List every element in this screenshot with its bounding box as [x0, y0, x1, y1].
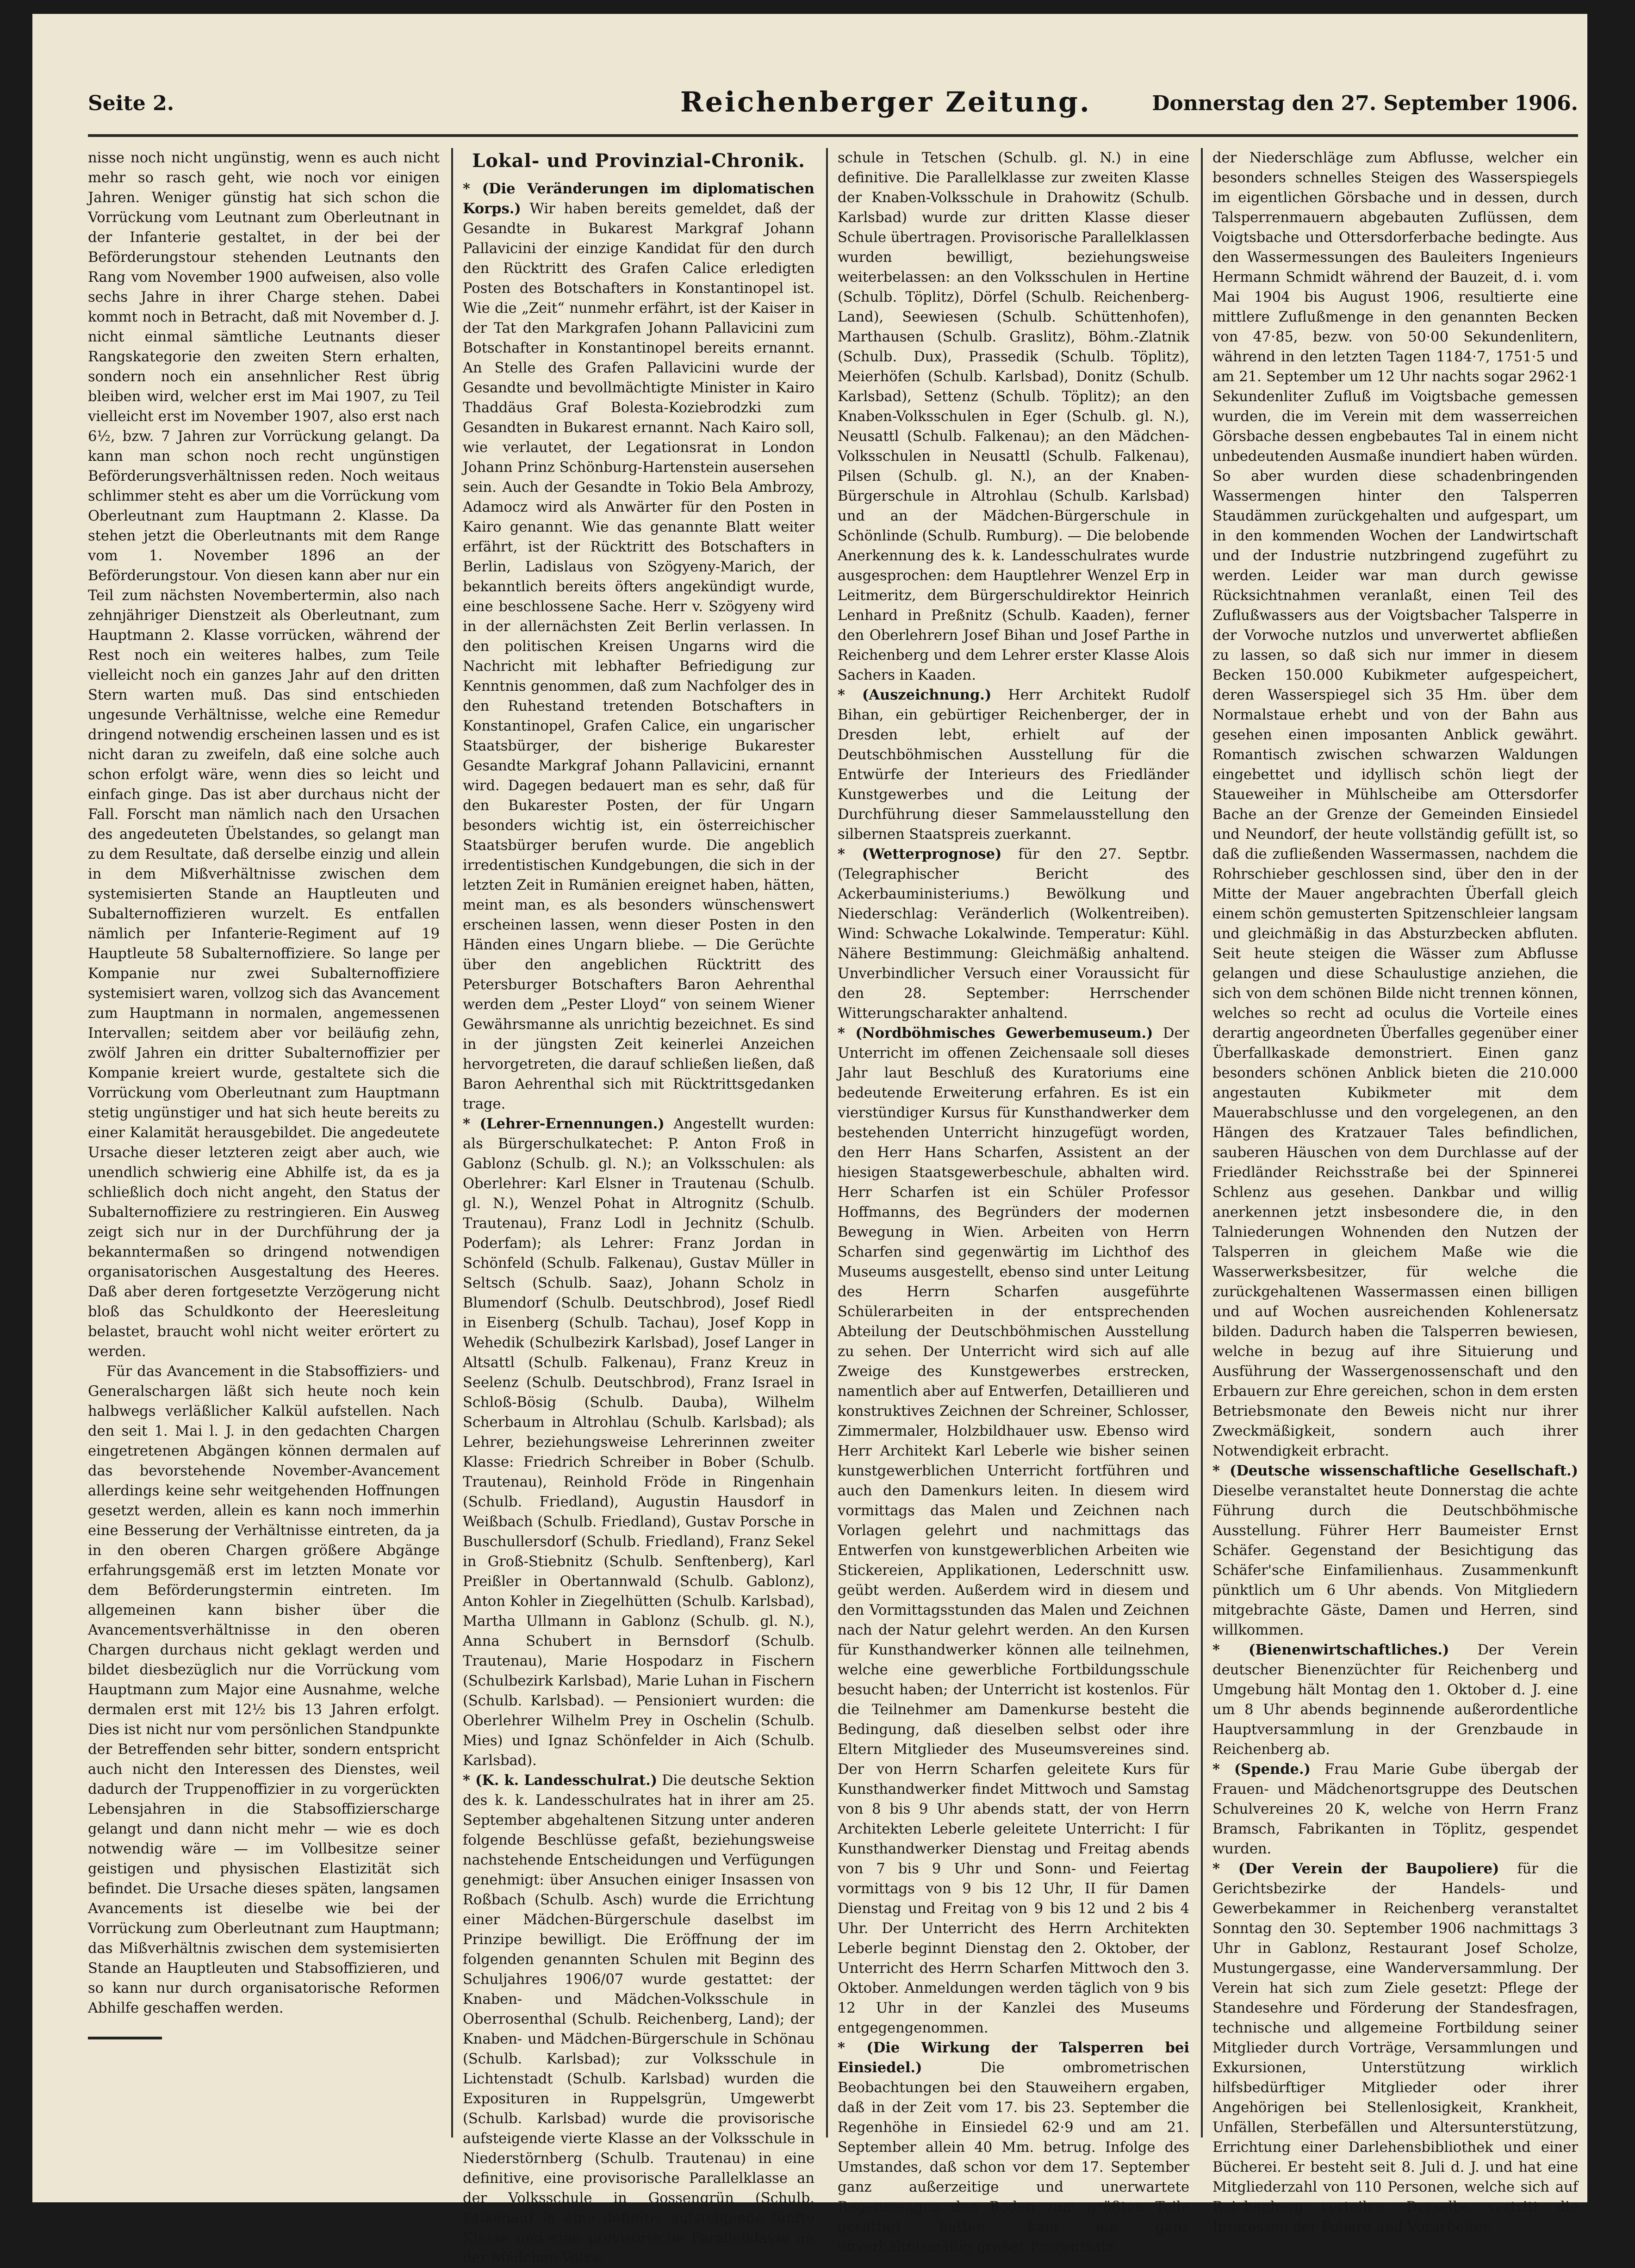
item-text: Die deutsche Sektion des k. k. Landesschulrates hat in ihrer am 25. September abgehaltenen Sitzung unter anderen folgende Beschlüsse gefaßt, beziehungsweise nachstehende Entscheidungen und Verfügungen genehmigt: über Ansuchen einiger Insassen von Roßbach (Schulb. Asch) wurde die Errichtung einer Mädchen-Bürgerschule daselbst im Prinzipe bewilligt. Die Eröffnung der im folgenden genannten Schulen mit Beginn des Schuljahres 1906/07 wurde gestattet: der Knaben- und Mädchen-Volksschule in Oberrosenthal (Schulb. Reichenberg, Land); der Knaben- und Mädchen-Bürgerschule in Schönau (Schulb. Karlsbad); zur Volksschule in Lichtenstadt (Schulb. Karlsbad) wurden die Exposituren in Ruppelsgrün, Umgewerbt (Schulb. Karlsbad) wurde die provisorische aufsteigende vierte Klasse an der Volksschule in Niederstörnberg (Schulb. Trautenau) in eine definitive, eine provisorische Parallelklasse an der Volksschule in Gossengrün (Schulb. Falkenau) in eine definitiv aufsteigende fünfte Klasse und eine provisorische Parallelklasse an der Mädchen-Volks- [463, 1772, 814, 2266]
article-text: schule in Tetschen (Schulb. gl. N.) in eine definitive. Die Parallelklasse zur zweiten Klasse der Knaben-Volksschule in Drahowitz (Schulb. Karlsbad) wurde zur dritten Klasse dieser Schule übertragen. Provisorische Parallelklassen wurden bewilligt, beziehungsweise weiterbelassen: an den Volksschulen in Hertine (Schulb. Töplitz), Dörfel (Schulb. Reichenberg-Land), Seewiesen (Schulb. Schüttenhofen), Marthausen (Schulb. Graslitz), Böhm.-Zlatnik (Schulb. Dux), Prassedik (Schulb. Töplitz), Meierhöfen (Schulb. Karlsbad), Donitz (Schulb. Karlsbad), Settenz (Schulb. Töplitz); an den Knaben-Volksschulen in Eger (Schulb. gl. N.), Neusattl (Schulb. Falkenau); an den Mädchen-Volksschulen in Neusattl (Schulb. Falkenau), Pilsen (Schulb. gl. N.), an der Knaben-Bürgerschule in Altrohlau (Schulb. Karlsbad) und an der Mädchen-Bürgerschule in Schönlinde (Schulb. Rumburg). — Die belobende Anerkennung des k. k. Landesschulrates wurde ausgesprochen: dem Hauptlehrer Wenzel Erp in Leitmeritz, dem Bürgerschuldirektor Heinrich Lenhard in Preßnitz (Schulb. Kaaden), ferner den Oberlehrern Josef Bihan und Josef Parthe in Reichenberg und dem Lehrer erster Klasse Alois Sachers in Kaaden. [838, 150, 1189, 683]
item-text: Der Unterricht im offenen Zeichensaale soll dieses Jahr laut Beschluß des Kuratoriums eine bedeutende Erweiterung erfahren. Es ist ein vierstündiger Kursus für Kunsthandwerker dem bestehenden Unterricht hinzugefügt worden, den Herr Hans Scharfen, Assistent an der hiesigen Staatsgewerbeschule, abhalten wird. Herr Scharfen ist ein Schüler Professor Hoffmanns, des Begründers der modernen Bewegung in Wien. Arbeiten von Herrn Scharfen sind gegenwärtig im Lichthof des Museums ausgestellt, ebenso sind unter Leitung des Herrn Scharfen ausgeführte Schülerarbeiten in der entsprechenden Abteilung der Deutschböhmischen Ausstellung zu sehen. Der Unterricht wird sich auf alle Zweige des Kunstgewerbes erstrecken, namentlich aber auf Entwerfen, Detaillieren und konstruktives Zeichnen der Schreiner, Schlosser, Zimmermaler, Holzbildhauer usw. Ebenso wird Herr Architekt Karl Leberle wie bisher seinen kunstgewerblichen Unterricht fortführen und auch den Damenkurs leiten. In diesem wird vormittags das Malen und Zeichnen nach Vorlagen gelehrt und nachmittags das Entwerfen von kunstgewerblichen Arbeiten wie Stickereien, Applikationen, Lederschnitt usw. geübt werden. Außerdem wird in diesem und den Vormittagsstunden das Malen und Zeichnen nach der Natur gelehrt werden. An den Kursen für Kunsthandwerker können alle teilnehmen, welche eine gewerbliche Fortbildungsschule besucht haben; der Unterricht ist kostenlos. Für die Teilnehmer am Damenkurse besteht die Bedingung, daß dieselben selbst oder ihre Eltern Mitglieder des Museumsvereines sind. Der von Herrn Scharfen geleitete Kurs für Kunsthandwerker findet Mittwoch und Samstag von 8 bis 9 Uhr abends statt, der von Herrn Architekten Leberle geleitete Unterricht: I für Kunsthandwerker Dienstag und Freitag abends von 7 bis 9 Uhr und Sonn- und Feiertag vormittags von 9 bis 12 Uhr, II für Damen Dienstag und Freitag von 9 bis 12 und 2 bis 4 Uhr. Der Unterricht des Herrn Architekten Leberle beginnt Dienstag den 2. Oktober, der Unterricht des Herrn Scharfen Mittwoch den 3. Oktober. Anmeldungen werden täglich von 9 bis 12 Uhr in der Kanzlei des Museums entgegengenommen. [838, 1025, 1189, 2036]
item-text: Die ombrometrischen Beobachtungen bei den Stauweihern ergaben, daß in der Zeit vom 17. bis 23. September die Regenhöhe in Einsiedel 62·9 und am 21. September allein 40 Mm. betrug. Infolge des Umstandes, daß schon vor dem 17. September ganz außerzeitige und unerwartete Regenmengen den Boden zum größten Teile gesättigt hatten, kam ein ganz unverhältnismäßig großer Prozentsatz [838, 2060, 1189, 2255]
item-text: Angestellt wurden: als Bürgerschulkatechet: P. Anton Froß in Gablonz (Schulb. gl. N.); an Volksschulen: als Oberlehrer: Karl Elsner in Trautenau (Schulb. gl. N.), Wenzel Pohat in Altrognitz (Schulb. Trautenau), Franz Lodl in Jechnitz (Schulb. Poderfam); als Lehrer: Franz Jordan in Schönfeld (Schulb. Falkenau), Gustav Müller in Seltsch (Schulb. Saaz), Johann Scholz in Blumendorf (Schulb. Deutschbrod), Josef Riedl in Eisenberg (Schulb. Tachau), Josef Kopp in Wehedik (Schulbezirk Karlsbad), Josef Langer in Altsattl (Schulb. Falkenau), Franz Kreuz in Seelenz (Schulb. Deutschbrod), Franz Israel in Schloß-Bösig (Schulb. Dauba), Wilhelm Scherbaum in Altrohlau (Schulb. Karlsbad); als Lehrer, beziehungsweise Lehrerinnen zweiter Klasse: Friedrich Schreiber in Bober (Schulb. Trautenau), Reinhold Fröde in Ringenhain (Schulb. Friedland), Augustin Hausdorf in Weißbach (Schulb. Friedland), Gustav Porsche in Buschullersdorf (Schulb. Friedland), Franz Sekel in Groß-Stiebnitz (Schulb. Senftenberg), Karl Preißler in Obertannwald (Schulb. Gablonz), Anton Kohler in Ziegelhütten (Schulb. Karlsbad), Martha Ullmann in Gablonz (Schulb. gl. N.), Anna Schubert in Bernsdorf (Schulb. Trautenau), Marie Hospodarz in Fischern (Schulbezirk Karlsbad), Marie Luhan in Fischern (Schulb. Karlsbad). — Pensioniert wurden: die Oberlehrer Wilhelm Prey in Oschelin (Schulb. Mies) und Ignaz Schönfelder in Aich (Schulb. Karlsbad). [463, 1116, 814, 1769]
item-text: Frau Marie Gube übergab der Frauen- und Mädchenortsgruppe des Deutschen Schulvereines 20 K, welche von Herrn Franz Bramsch, Fabrikanten in Töplitz, gespendet wurden. [1212, 1761, 1579, 1857]
page-number: Seite 2. [88, 92, 174, 115]
column-4 [1212, 148, 1579, 2235]
newspaper-page [32, 14, 1587, 2266]
item-text: für den 27. Septbr. (Telegraphischer Bericht des Ackerbauministeriums.) Bewölkung und Niederschlag: Veränderlich (Wolkentreiben). Wind: Schwache Lokalwinde. Temperatur: Kühl. Nähere Bestimmung: Gleichmäßig anhaltend. Unverbindlicher Versuch einer Voraussicht für den 28. September: Herrschender Witterungscharakter anhaltend. [838, 846, 1189, 1022]
article-text: nisse noch nicht ungünstig, wenn es auch nicht mehr so rasch geht, wie noch vor einigen Jahren. Weniger günstig hat sich schon die Vorrückung vom Leutnant zum Oberleutnant in der Infanterie gestaltet, in der bei der Beförderungstour stehenden Leutnants den Rang vom November 1900 aufweisen, also volle sechs Jahre in ihrer Charge stehen. Dabei kommt noch in Betracht, daß mit November d. J. nicht einmal sämtliche Leutnants dieser Rangskategorie den zweiten Stern erhalten, sondern noch ein ansehnlicher Rest übrig bleiben wird, welcher erst im Mai 1907, zu Teil vielleicht erst im November 1907, also erst nach 6½, bzw. 7 Jahren zur Vorrückung gelangt. Da kann man schon noch recht ungünstigen Beförderungsverhältnissen reden. Noch weitaus schlimmer steht es aber um die Vorrückung vom Oberleutnant zum Hauptmann 2. Klasse. Da stehen jetzt die Oberleutnants mit dem Range vom 1. November 1896 an der Beförderungstour. Von diesen kann aber nur ein Teil zum nächsten Novembertermin, also nach zehnjähriger Dienstzeit als Oberleutnant, zum Hauptmann 2. Klasse vorrücken, während der Rest noch ein weiteres halbes, zum Teile vielleicht noch ein ganzes Jahr auf den dritten Stern warten muß. Das sind entschieden ungesunde Verhältnisse, welche eine Remedur dringend notwendig erscheinen lassen und es ist nicht daran zu zweifeln, daß eine solche auch schon erfolgt wäre, wenn dies so leicht und einfach ginge. Das ist aber durchaus nicht der Fall. Forscht man nämlich nach den Ursachen des angedeuteten Übelstandes, so gelangt man zu dem Resultate, daß derselbe einzig und allein in dem Mißverhältnisse zwischen dem systemisierten Stande an Hauptleuten und Subalternoffizieren wurzelt. Es entfallen nämlich per Infanterie-Regiment auf 19 Hauptleute 58 Subalternoffiziere. So lange per Kompanie nur zwei Subalternoffiziere systemisiert waren, vollzog sich das Avancement zum Hauptmann in normalen, angemessenen Intervallen; seitdem aber vor beiläufig zehn, zwölf Jahren ein dritter Subalternoffizier per Kompanie kreiert wurde, gestaltete sich die Vorrückung vom Oberleutnant zum Hauptmann stetig ungünstiger und hat sich heute bereits zu einer Kalamität herausgebildet. Die angedeutete Ursache dieser letzteren zeigt aber auch, wie unendlich schwierig eine Abhilfe ist, da es ja schließlich doch nicht angeht, den Status der Subalternoffiziere zu restringieren. Ein Ausweg zeigt sich nur in der Durchführung der ja bekanntermaßen so dringend notwendigen organisatorischen Ausgestaltung des Heeres. Daß aber deren fortgesetzte Verzögerung nicht bloß das Schuldkonto der Heeresleitung belastet, braucht wohl nicht weiter erörtert zu werden. [88, 150, 440, 1360]
masthead [88, 83, 1578, 137]
item-heading: * (Die Wirkung der Talsperren bei Einsiedel.) [838, 2039, 1189, 2076]
end-rule [88, 2037, 162, 2039]
item-heading: * (Die Veränderungen im diplomatischen Korps.) [463, 180, 814, 217]
column-divider [1201, 148, 1203, 2138]
column-3 [838, 148, 1189, 2255]
item-heading: * (Bienenwirtschaftliches.) [1212, 1642, 1449, 1658]
item-text: für die Gerichtsbezirke der Handels- und Gewerbekammer in Reichenberg veranstaltet Sonntag den 30. September 1906 nachmittags 3 Uhr in Gablonz, Restaurant Josef Scholze, Mustungergasse, eine Wanderversammlung. Der Verein hat sich zum Ziele gesetzt: Pflege der Standesehre und Förderung der Standesfragen, technische und allgemeine Fortbildung seiner Mitglieder durch Vorträge, Versammlungen und Exkursionen, Unterstützung wirklich hilfsbedürftiger Mitglieder oder ihrer Angehörigen bei Stellenlosigkeit, Krankheit, Unfällen, Sterbefällen und Altersunterstützung, Errichtung einer Darlehensbibliothek und einer Bücherei. Er besteht seit 8. Juli d. J. und hat eine Mitgliederzahl von 110 Personen, welche sich auf Reichenberg verteilen. Derselbe vertritt die Interessen der Poliere und Vorarbeiter. [1212, 1861, 1578, 2235]
item-text: Der Verein deutscher Bienenzüchter für Reichenberg und Umgebung hält Montag den 1. Oktober d. J. eine um 8 Uhr abends beginnende außerordentliche Hauptversammlung in der Grenzbaude in Reichenberg ab. [1212, 1642, 1578, 1758]
column-1 [88, 148, 440, 2138]
item-heading: * (Auszeichnung.) [838, 687, 992, 703]
item-heading: * (K. k. Landesschulrat.) [463, 1772, 658, 1789]
newspaper-title: Reichenberger Zeitung. [680, 86, 1091, 118]
column-divider [826, 148, 828, 2138]
item-text: Herr Architekt Rudolf Bihan, ein gebürtiger Reichenberger, der in Dresden lebt, erhielt auf der Deutschböhmischen Ausstellung für die Entwürfe der Interieurs des Friedländer Kunstgewerbes und die Leitung der Durchführung dieser Sammelausstellung den silbernen Staatspreis zuerkannt. [838, 687, 1189, 843]
item-text: Wir haben bereits gemeldet, daß der Gesandte in Bukarest Markgraf Johann Pallavicini der einzige Kandidat für den durch den Rücktritt des Grafen Calice erledigten Posten des Botschafters in Konstantinopel ist. Wie die „Zeit“ nunmehr erfährt, ist der Kaiser in der Tat den Markgrafen Johann Pallavicini zum Botschafter in Konstantinopel bereits ernannt. An Stelle des Grafen Pallavicini wurde der Gesandte und bevollmächtigte Minister in Kairo Thaddäus Graf Bolesta-Koziebrodzki zum Gesandten in Bukarest ernannt. Nach Kairo soll, wie verlautet, der Legationsrat in London Johann Prinz Schönburg-Hartenstein ausersehen sein. Auch der Gesandte in Tokio Bela Ambrozy, Adamocz wird als Anwärter für den Posten in Kairo genannt. Wie das genannte Blatt weiter erfährt, ist der Rücktritt des Botschafters in Berlin, Ladislaus von Szögyeny-Marich, der bekanntlich bereits öfters angekündigt wurde, eine beschlossene Sache. Herr v. Szögyeny wird in der allernächsten Zeit Berlin verlassen. In den politischen Kreisen Ungarns wird die Nachricht mit lebhafter Befriedigung zur Kenntnis genommen, daß zum Nachfolger des in den Ruhestand tretenden Botschafters in Konstantinopel, Grafen Calice, ein ungarischer Staatsbürger, der bisherige Bukarester Gesandte Markgraf Johann Pallavicini, ernannt wird. Dagegen bedauert man es sehr, daß für den Bukarester Posten, der für Ungarn besonders wichtig ist, ein österreichischer Staatsbürger berufen wurde. Die angeblich irredentistischen Kundgebungen, die sich in der letzten Zeit in Rumänien ereignet haben, hätten, meint man, es als besonders wünschenswert erscheinen lassen, wenn dieser Posten in den Händen eines Ungarn bliebe. — Die Gerüchte über den angeblichen Rücktritt des Petersburger Botschafters Baron Aehrenthal werden dem „Pester Lloyd“ von seinem Wiener Gewährsmanne als unrichtig bezeichnet. Es sind in der jüngsten Zeit keinerlei Anzeichen hervorgetreten, die darauf schließen ließen, daß Baron Aehrenthal sich mit Rücktrittsgedanken trage. [463, 201, 814, 1112]
item-heading: * (Wetterprognose) [838, 846, 1002, 862]
item-heading: * (Der Verein der Baupoliere) [1212, 1860, 1499, 1877]
article-text: der Niederschläge zum Abflusse, welcher ein besonders schnelles Steigen des Wasserspiegels im eigentlichen Görsbache und in dessen, durch Talsperrenmauern abgebauten Zuflüssen, dem Voigtsbache und Ottersdorferbache bedingte. Aus den Wassermessungen des Bauleiters Ingenieurs Hermann Schmidt während der Bauzeit, d. i. vom Mai 1904 bis August 1906, resultierte eine mittlere Zuflußmenge in den genannten Becken von 47·85, bezw. von 50·00 Sekundenlitern, während in den letzten Tagen 1184·7, 1751·5 und am 21. September um 12 Uhr nachts sogar 2962·1 Sekundenliter Zufluß im Voigtsbache gemessen wurden, die im Verein mit dem wasserreichen Görsbache dessen engbebautes Tal in einem nicht unbedeutenden Ausmaße inundiert haben würden. So aber wurden diese schadenbringenden Wassermengen hinter den Talsperren Staudämmen zurückgehalten und aufgespart, um in den kommenden Wochen der Landwirtschaft und der Industrie nutzbringend zugeführt zu werden. Leider war man durch gewisse Rücksichtnahmen veranlaßt, einen Teil des Zuflußwassers aus der Voigtsbacher Talsperre in der Vorwoche nutzlos und unverwertet abfließen zu lassen, so daß sich nur immer in diesem Becken 150.000 Kubikmeter aufgespeichert, deren Wasserspiegel sich 35 Hm. über dem Normalstaue erhebt und von der Bahn aus gesehen einen imposanten Anblick gewährt. Romantisch zwischen schwarzen Waldungen eingebettet und idyllisch schön liegt der Staueweiher in Mühlscheibe am Ottersdorfer Bache an der Grenze der Gemeinden Einsiedel und Neundorf, der heute vollständig gefüllt ist, so daß die zufließenden Wassermassen, nachdem die Rohrschieber geschlossen sind, über den in der Mitte der Mauer angebrachten Überfall gleich einem schön gemusterten Spitzenschleier langsam und gleichmäßig in das Absturzbecken abfluten. Seit heute steigen die Wässer zum Abflusse gelangen und diese Schaulustige anziehen, die sich von dem schönen Bilde nicht trennen können, welches so recht ad oculus die Vorteile eines derartig angeordneten Überfalles gegenüber einer Überfallkaskade demonstriert. Einen ganz besonders schönen Anblick bieten die 210.000 angestauten Kubikmeter mit dem Mauerabschlusse und den vorgelegenen, an den Hängen des Kratzauer Tales befindlichen, sauberen Häuschen von dem Durchlasse auf der Friedländer Reichsstraße bei der Spinnerei Schlenz aus gesehen. Dankbar und willig anerkennen jetzt insbesondere die, in den Talniederungen Wohnenden den Nutzen der Talsperren in gleichem Maße wie die Wasserwerksbesitzer, für welche die zurückgehaltenen Wassermassen einen billigen und auf Wochen ausreichenden Kohlenersatz bilden. Dadurch haben die Talsperren bewiesen, welche in bezug auf ihre Situierung und Ausführung der Wassergenossenschaft und den Erbauern zur Ehre gereichen, schon in dem ersten Betriebsmonate den Beweis nicht nur ihrer Zweckmäßigkeit, sondern auch ihrer Notwendigkeit erbracht. [1212, 150, 1578, 1459]
item-heading: * (Nordböhmisches Gewerbemuseum.) [838, 1025, 1153, 1041]
item-heading: * (Spende.) [1212, 1761, 1311, 1778]
article-text: Für das Avancement in die Stabsoffiziers- und Generalschargen läßt sich heute noch kein halbwegs verläßlicher Kalkül aufstellen. Nach den seit 1. Mai l. J. in den gedachten Chargen eingetretenen Abgängen können dermalen auf das bevorstehende November-Avancement allerdings keine sehr weitgehenden Hoffnungen gesetzt werden, allein es kann noch immerhin eine Besserung der Verhältnisse eintreten, da ja in den oberen Chargen größere Abgänge erfahrungsgemäß erst im letzten Monate vor dem Beförderungstermin eintreten. Im allgemeinen kann bisher über die Avancementsverhältnisse in den oberen Chargen durchaus nicht geklagt werden und bildet diesbezüglich nur die Vorrückung vom Hauptmann zum Major eine Ausnahme, welche dermalen erst mit 12½ bis 13 Jahren erfolgt. Dies ist nicht nur vom persönlichen Standpunkte der Betreffenden sehr bitter, sondern entspricht auch nicht den Interessen des Dienstes, weil dadurch der Truppenoffizier in zu vorgerückten Lebensjahren in die Stabsoffizierscharge gelangt und dann nicht mehr — wie es doch notwendig wäre — im Vollbesitze seiner geistigen und physischen Elastizität sich befindet. Die Ursache dieses späten, langsamen Avancements ist dieselbe wie bei der Vorrückung zum Oberleutnant zum Hauptmann; das Mißverhältnis zwischen dem systemisierten Stande an Hauptleuten und Stabsoffizieren, und so kann nur durch organisatorische Reformen Abhilfe geschaffen werden. [88, 1363, 440, 2016]
section-heading: Lokal- und Provinzial-Chronik. [472, 150, 805, 172]
item-heading: * (Deutsche wissenschaftliche Gesellschaft.) [1212, 1462, 1578, 1479]
issue-date: Donnerstag den 27. September 1906. [1152, 92, 1578, 115]
column-divider [451, 148, 453, 2138]
item-text: Dieselbe veranstaltet heute Donnerstag die achte Führung durch die Deutschböhmische Ausstellung. Führer Herr Baumeister Ernst Schäfer. Gegenstand der Besichtigung das Schäfer'sche Einfamilienhaus. Zusammenkunft pünktlich um 6 Uhr abends. Von Mitgliedern mitgebrachte Gäste, Damen und Herren, sind willkommen. [1212, 1483, 1578, 1638]
column-2 [463, 148, 814, 2266]
item-heading: * (Lehrer-Ernennungen.) [463, 1115, 665, 1132]
